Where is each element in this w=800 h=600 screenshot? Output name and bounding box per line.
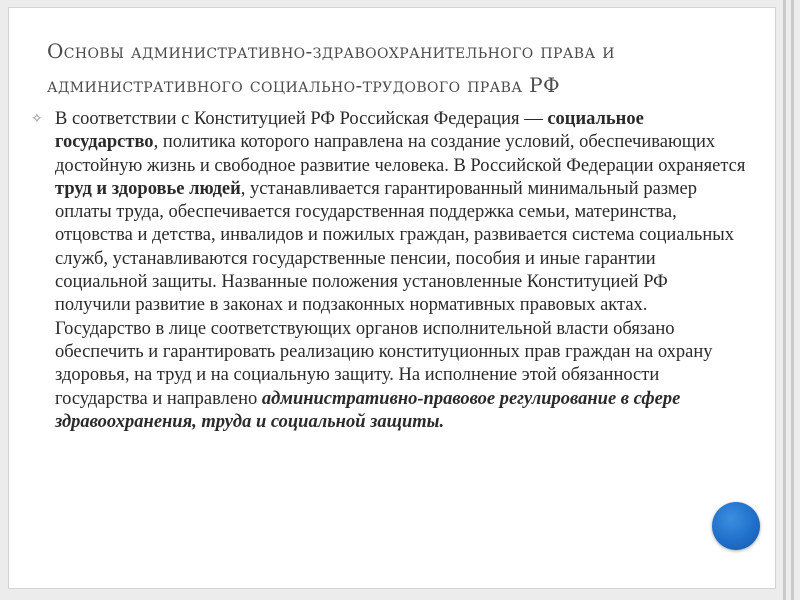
paragraph-text: В соответствии с Конституцией РФ Российская Федерация — bbox=[55, 109, 548, 129]
slide-title-line-2: административного социально-трудового права РФ bbox=[47, 73, 560, 97]
slide-title bbox=[47, 34, 747, 102]
blue-circle-icon[interactable] bbox=[712, 502, 760, 550]
body-paragraph bbox=[55, 108, 747, 434]
slide-edge-rail bbox=[783, 0, 786, 600]
paragraph-text: , устанавливается гарантированный минимальный размер оплаты труда, обеспечивается государственная поддержка семьи, материнства, отцовства и детства, инвалидов и пожилых граждан, развивается система социальных служб, устанавливаются государственные пенсии, пособия и иные гарантии социальной защиты. Названные положения установленные Конституцией РФ получили развитие в законах и подзаконных нормативных правовых актах. Государство в лице соответствующих органов исполнительной власти обязано обеспечить и гарантировать реализацию конституционных прав граждан на охрану здоровья, на труд и на социальную защиту. На исполнение этой обязанности государства и направлено bbox=[55, 178, 734, 409]
emphasis-labor-health: труд и здоровье людей bbox=[55, 178, 241, 199]
bullet-icon: ✧ bbox=[31, 111, 43, 127]
emphasis-admin-regulation: административно-правовое регулирование в сфере здравоохранения, труда и социальной защиты. bbox=[55, 388, 681, 432]
slide-title-line-1: Основы административно-здравоохранительного права и bbox=[47, 39, 615, 63]
paragraph-text: , политика которого направлена на создание условий, обеспечивающих достойную жизнь и свободное развитие человека. В Российской Федерации охраняется bbox=[55, 132, 746, 176]
slide-body bbox=[31, 108, 747, 434]
slide-edge-rail bbox=[791, 0, 794, 600]
emphasis-social-state: социальное государство bbox=[55, 109, 644, 153]
